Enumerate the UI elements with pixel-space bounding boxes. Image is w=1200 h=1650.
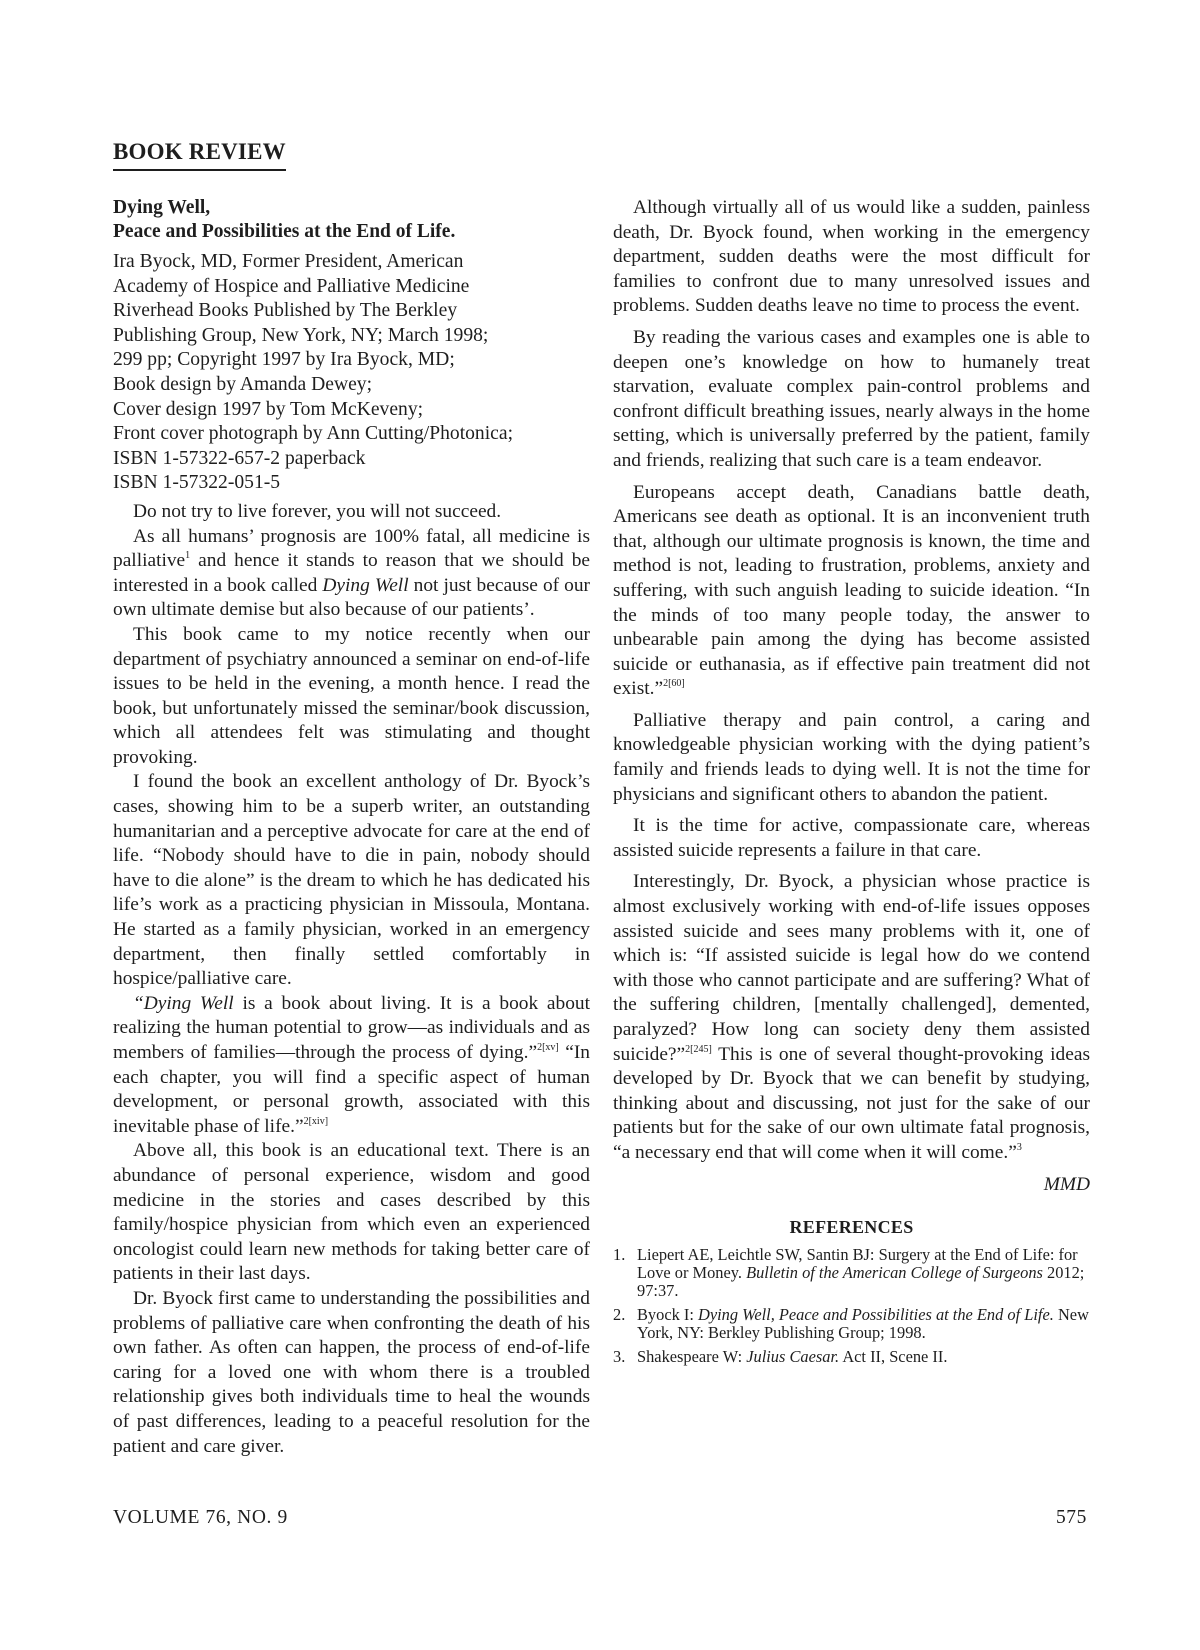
text: is a book about living. It is a book about realizing the human potential to grow—as individuals and as members of families—through the process of dying.” [113, 992, 590, 1063]
meta-line: Riverhead Books Published by The Berkley [113, 300, 458, 322]
reference-text: Byock I: Dying Well, Peace and Possibilities at the End of Life. New York, NY: Berkley Publishing Group; 1998. [637, 1304, 1089, 1342]
paragraph [113, 992, 590, 1140]
page-number: 575 [1055, 1507, 1087, 1528]
book-title-line1: Dying Well, [113, 197, 211, 218]
text: As all humans’ prognosis are 100% fatal, all medicine is palliative [113, 525, 590, 572]
citation: 2[xv] [537, 1042, 559, 1053]
reference-item [613, 1306, 1090, 1342]
references-list [613, 1246, 1090, 1366]
paragraph: Above all, this book is an educational text. There is an abundance of personal experience, wisdom and good medicine in the stories and cases described by this family/hospice physician from which even an experienced oncologist could learn new methods for taking better care of patients in their last days. [113, 1140, 590, 1285]
references-heading: REFERENCES [789, 1217, 914, 1238]
text: and hence it stands to reason that we should be interested in a book called [113, 550, 590, 596]
reference-item [613, 1348, 1090, 1366]
citation: 3 [1016, 1141, 1022, 1153]
paragraph: Palliative therapy and pain control, a caring and knowledgeable physician working with the dying patient’s family and friends leads to dying well. It is not the time for physicians and significant others to abandon the patient. [613, 709, 1090, 805]
book-title [113, 196, 590, 244]
meta-line: Front cover photograph by Ann Cutting/Photonica; [113, 423, 514, 445]
meta-line: Cover design 1997 by Tom McKeveny; [113, 398, 424, 420]
reference-item [613, 1246, 1090, 1300]
reference-text: Shakespeare W: Julius Caesar. Act II, Scene II. [637, 1346, 948, 1366]
text: Europeans accept death, Canadians battle death, Americans see death as optional. It is an inconvenient truth that, although our ultimate prognosis is known, the time and method is not, leading to frustration, problems, anxiety and suffering, with such anguish leading to suicide ideation. “In the minds of too many people today, the answer to unbearable pain among the dying has become assisted suicide or euthanasia, as if effective pain treatment did not exist.” [613, 481, 1090, 700]
book-title-line2: Peace and Possibilities at the End of Life. [113, 221, 456, 242]
citation: 2[xiv] [303, 1115, 329, 1127]
book-metadata [113, 250, 590, 496]
book-title-italic: Dying Well [322, 574, 409, 596]
volume-label: VOLUME 76, NO. 9 [113, 1507, 288, 1528]
paragraph: Dr. Byock first came to understanding the possibilities and problems of palliative care when confronting the death of his own father. As often can happen, the process of end-of-life caring for a loved one with whom there is a troubled relationship gives both individuals time to heal the wounds of past differences, leading to a peaceful resolution for the patient and care giver. [113, 1287, 590, 1457]
text: not just because of our own ultimate demise but also because of our patients’. [113, 574, 590, 621]
meta-line: Publishing Group, New York, NY; March 1998; [113, 324, 489, 346]
section-heading: BOOK REVIEW [113, 139, 286, 171]
left-column [113, 196, 590, 1459]
right-column [613, 196, 1090, 1372]
citation: 2[245] [685, 1043, 712, 1055]
citation: 2[60] [663, 678, 685, 690]
meta-line: Academy of Hospice and Palliative Medicine [113, 275, 470, 297]
paragraph: This book came to my notice recently when our department of psychiatry announced a seminar on end-of-life issues to be held in the evening, a month hence. I read the book, but unfortunately missed the seminar/book discussion, which all attendees felt was stimulating and thought provoking. [113, 623, 590, 768]
reviewer-signature: MMD [1043, 1173, 1090, 1195]
meta-line: Book design by Amanda Dewey; [113, 373, 373, 395]
meta-line: Ira Byock, MD, Former President, American [113, 251, 464, 272]
reference-number: 2. [613, 1304, 626, 1324]
meta-line: ISBN 1-57322-051-5 [113, 472, 281, 494]
paragraph: Although virtually all of us would like a sudden, painless death, Dr. Byock found, when working in the emergency department, sudden deaths were the most difficult for families to confront due to many unresolved issues and problems. Sudden deaths leave no time to process the event. [613, 197, 1090, 317]
citation: 1 [185, 550, 191, 562]
reference-number: 3. [613, 1346, 626, 1366]
reference-text: Liepert AE, Leichtle SW, Santin BJ: Surgery at the End of Life: for Love or Money. Bulletin of the American College of Surgeons 2012; 97:37. [637, 1244, 1085, 1300]
meta-line: 299 pp; Copyright 1997 by Ira Byock, MD; [113, 349, 455, 371]
paragraph: By reading the various cases and examples one is able to deepen one’s knowledge on how to humanely treat starvation, evaluate complex pain-control problems and confront difficult breathing issues, nearly always in the home setting, which is universally preferred by the patient, family and friends, realizing that such care is a team endeavor. [613, 326, 1090, 471]
paragraph [613, 870, 1090, 1165]
meta-line: ISBN 1-57322-657-2 paperback [113, 447, 366, 469]
paragraph [613, 481, 1090, 702]
paragraph [113, 525, 590, 623]
paragraph: I found the book an excellent anthology of Dr. Byock’s cases, showing him to be a superb writer, an outstanding humanitarian and a perceptive advocate for care at the end of life. “Nobody should have to die in pain, nobody should have to die alone” is the dream to which he has dedicated his life’s work as a practicing physician in Missoula, Montana. He started as a family physician, worked in an emergency department, then finally settled comfortably in hospice/palliative care. [113, 771, 590, 990]
text: This is one of several thought-provoking ideas developed by Dr. Byock that we can benefit by studying, thinking about and discussing, not just for the sake of our patients but for the sake of our own ultimate fatal prognosis, “a necessary end that will come when it will come.” [613, 1043, 1090, 1163]
book-title-italic: “Dying Well [133, 992, 234, 1014]
paragraph: Do not try to live forever, you will not succeed. [133, 500, 502, 522]
text: Interestingly, Dr. Byock, a physician whose practice is almost exclusively working with end-of-life issues opposes assisted suicide and sees many problems with it, one of which is: “If assisted suicide is legal how do we contend with those who cannot participate and are suffering? What of the suffering children, [mentally challenged], demented, paralyzed? How long can society deny them assisted suicide?” [613, 871, 1090, 1065]
paragraph: It is the time for active, compassionate care, whereas assisted suicide represents a failure in that care. [613, 815, 1090, 861]
text: “In each chapter, you will find a specific aspect of human development, or personal growth, associated with this inevitable phase of life.” [113, 1042, 590, 1137]
reference-number: 1. [613, 1244, 626, 1264]
